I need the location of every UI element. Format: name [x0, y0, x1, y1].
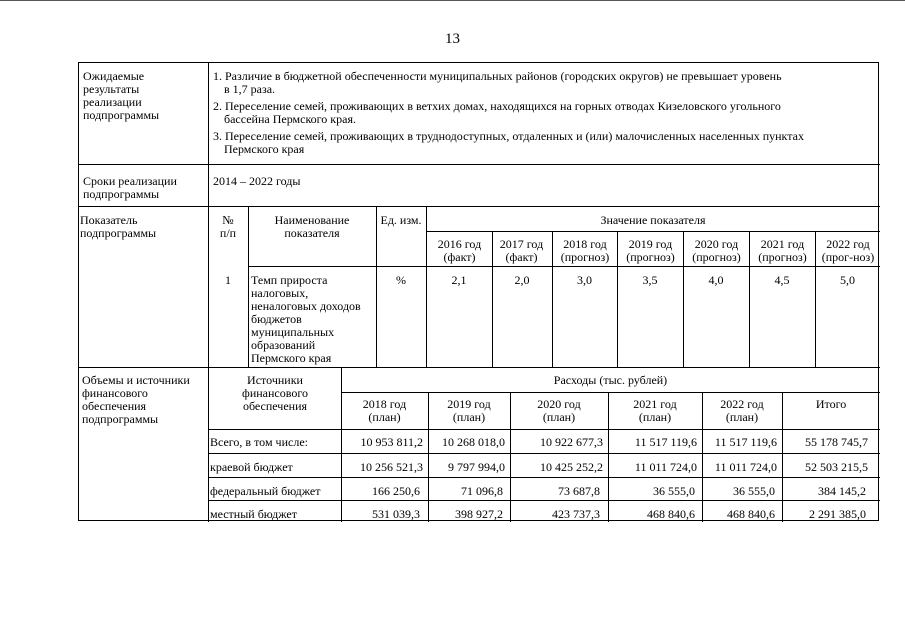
financing-year-1-a: 2018 год [362, 397, 407, 411]
federal-2019: 71 096,8 [461, 484, 503, 498]
grid-hline [79, 164, 880, 165]
grid-hline [208, 477, 880, 478]
indicator-label-1: Показатель [80, 213, 138, 227]
indicator-year-5-a: 2020 год [694, 237, 739, 251]
top-edge-line [0, 0, 905, 1]
grid-hline [341, 392, 880, 393]
federal-2020: 73 687,8 [558, 484, 600, 498]
indicator-year-2-a: 2017 год [499, 237, 544, 251]
indicator-row-name-5: муниципальных [251, 325, 335, 339]
indicator-year-1-b: (факт) [443, 250, 476, 264]
grid-hline [79, 206, 880, 207]
regional-2020: 10 425 252,2 [540, 460, 603, 474]
local-2018: 531 039,3 [372, 507, 420, 521]
regional-2021: 11 011 724,0 [634, 460, 697, 474]
row-source-local: местный бюджет [210, 507, 297, 521]
federal-2021: 36 555,0 [653, 484, 695, 498]
financing-year-5-a: 2022 год [720, 397, 764, 411]
result-item-3-line-2: Пермского края [224, 142, 305, 156]
grid-vline [208, 63, 209, 206]
sources-header-1: Источники [247, 373, 303, 387]
passport-table [78, 62, 879, 521]
local-2022: 468 840,6 [727, 507, 775, 521]
federal-2022: 36 555,0 [733, 484, 775, 498]
row-source-regional: краевой бюджет [210, 460, 293, 474]
indicator-value-2022: 5,0 [840, 273, 855, 287]
indicator-value-2017: 2,0 [514, 273, 530, 287]
indicator-row-name-7: Пермского края [251, 351, 332, 365]
indicator-year-1-a: 2016 год [437, 237, 482, 251]
indicator-year-6-b: (прогноз) [758, 250, 807, 264]
regional-2018: 10 256 521,3 [360, 460, 423, 474]
indicator-col-unit: Ед. изм. [380, 213, 422, 227]
expected-results-label-4: подпрограммы [83, 108, 160, 122]
grid-vline [617, 231, 618, 367]
federal-sum: 384 145,2 [818, 484, 866, 498]
indicator-year-4-b: (прогноз) [626, 250, 675, 264]
grid-hline [208, 429, 880, 430]
total-sum: 55 178 745,7 [805, 435, 868, 449]
result-item-1-line-1: 1. Различие в бюджетной обеспеченности муниципальных районов (городских округов) не превышает уровень [213, 69, 782, 83]
expected-results-label-3: реализации [83, 95, 142, 109]
grid-vline [683, 231, 684, 367]
indicator-row-name-4: бюджетов [251, 312, 302, 326]
local-sum: 2 291 385,0 [809, 507, 866, 521]
expenses-header: Расходы (тыс. рублей) [553, 373, 668, 387]
result-item-2-line-1: 2. Переселение семей, проживающих в ветхих домах, находящихся на горных отводах Кизеловского угольного [213, 99, 781, 113]
total-2019: 10 268 018,0 [442, 435, 505, 449]
indicator-value-2019: 3,5 [642, 273, 658, 287]
indicator-year-5-b: (прогноз) [692, 250, 741, 264]
financing-year-3-b: (план) [542, 410, 576, 424]
indicator-year-2-b: (факт) [505, 250, 538, 264]
terms-label-2: подпрограммы [83, 187, 160, 201]
local-2020: 423 737,3 [552, 507, 600, 521]
financing-year-1-b: (план) [368, 410, 401, 424]
grid-hline [248, 266, 880, 267]
result-item-1-line-2: в 1,7 раза. [224, 82, 276, 96]
indicator-value-2020: 4,0 [708, 273, 724, 287]
grid-hline [208, 500, 880, 501]
financing-year-2-b: (план) [452, 410, 486, 424]
total-2018: 10 953 811,2 [360, 435, 423, 449]
financing-label-1: Объемы и источники [82, 373, 190, 387]
indicator-year-6-a: 2021 год [760, 237, 805, 251]
sources-header-3: обеспечения [242, 399, 308, 413]
expected-results-label-2: результаты [83, 82, 140, 96]
terms-value: 2014 – 2022 годы [213, 174, 301, 188]
terms-label-1: Сроки реализации [83, 174, 177, 188]
total-2021: 11 517 119,6 [634, 435, 697, 449]
page-number: 13 [445, 31, 460, 47]
financing-label-3: обеспечения [82, 399, 147, 413]
regional-2022: 11 011 724,0 [714, 460, 777, 474]
grid-vline [782, 392, 783, 522]
indicator-value-2021: 4,5 [774, 273, 790, 287]
indicator-row-name-3: неналоговых доходов [251, 299, 361, 313]
indicator-year-3-a: 2018 год [563, 237, 607, 251]
financing-year-4-b: (план) [638, 410, 672, 424]
grid-vline [749, 231, 750, 367]
local-2021: 468 840,6 [647, 507, 695, 521]
federal-2018: 166 250,6 [372, 484, 420, 498]
indicator-label-2: подпрограммы [80, 226, 157, 240]
indicator-values-header: Значение показателя [600, 213, 706, 227]
total-2022: 11 517 119,6 [714, 435, 777, 449]
local-2019: 398 927,2 [455, 507, 503, 521]
grid-hline [79, 367, 880, 368]
financing-year-3-a: 2020 год [537, 397, 581, 411]
financing-year-5-b: (план) [725, 410, 759, 424]
indicator-row-num: 1 [225, 273, 231, 287]
financing-total-header: Итого [815, 397, 847, 411]
indicator-year-7-b: (прог-ноз) [821, 250, 875, 264]
grid-vline [815, 231, 816, 367]
grid-hline [426, 231, 880, 232]
financing-year-4-a: 2021 год [633, 397, 677, 411]
regional-sum: 52 503 215,5 [805, 460, 868, 474]
indicator-col-name-2: показателя [284, 226, 340, 240]
indicator-year-7-a: 2022 год [826, 237, 870, 251]
financing-label-2: финансового [82, 386, 148, 400]
total-2020: 10 922 677,3 [540, 435, 603, 449]
expected-results-label-1: Ожидаемые [83, 69, 145, 83]
indicator-year-4-a: 2019 год [628, 237, 673, 251]
grid-vline [552, 231, 553, 367]
indicator-row-unit: % [396, 273, 406, 287]
regional-2019: 9 797 994,0 [448, 460, 505, 474]
indicator-row-name-2: налоговых, [251, 286, 309, 300]
indicator-value-2016: 2,1 [451, 273, 467, 287]
indicator-value-2018: 3,0 [577, 273, 592, 287]
result-item-3-line-1: 3. Переселение семей, проживающих в труднодоступных, отдаленных и (или) малочисленных населенных пунктах [213, 129, 804, 143]
financing-label-4: подпрограммы [82, 412, 159, 426]
indicator-row-name-1: Темп прироста [251, 273, 328, 287]
row-source-total: Всего, в том числе: [210, 435, 308, 449]
indicator-col-num-2: п/п [219, 226, 237, 240]
indicator-year-3-b: (прогноз) [560, 250, 610, 264]
sources-header-2: финансового [242, 386, 308, 400]
result-item-2-line-2: бассейна Пермского края. [224, 112, 356, 126]
indicator-col-num-1: № [222, 213, 234, 227]
grid-hline [208, 453, 880, 454]
financing-year-2-a: 2019 год [447, 397, 491, 411]
indicator-row-name-6: образований [251, 338, 316, 352]
indicator-col-name-1: Наименование [274, 213, 350, 227]
row-source-federal: федеральный бюджет [210, 484, 321, 498]
